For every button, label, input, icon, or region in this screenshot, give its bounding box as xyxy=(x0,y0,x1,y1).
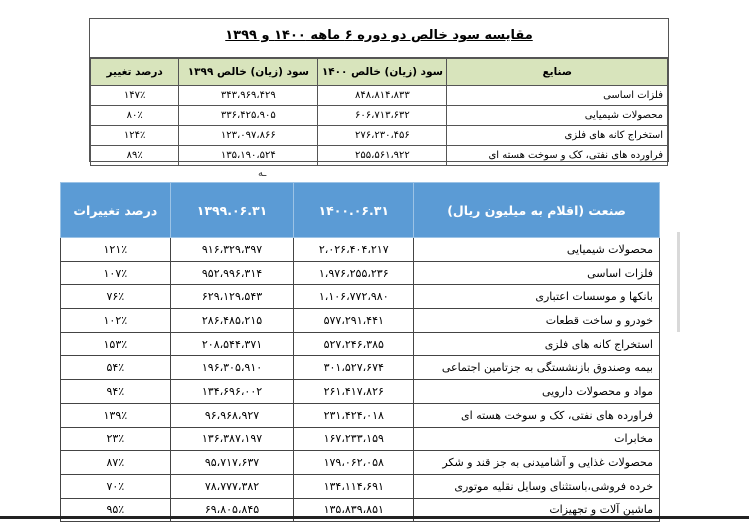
main-header-1400: ۱۴۰۰.۰۶.۳۱ xyxy=(294,183,414,238)
industry-cell: فراورده های نفتی، کک و سوخت هسته ای xyxy=(447,146,668,166)
main-table-grid xyxy=(60,182,660,522)
profit-1400-cell: ۶۰۶،۷۱۳،۶۳۲ xyxy=(318,106,447,126)
value-1400-cell: ۱،۹۷۶،۲۵۵،۲۳۶ xyxy=(294,261,414,285)
change-cell: ۱۳۹٪ xyxy=(61,403,171,427)
value-1400-cell: ۲،۰۲۶،۴۰۴،۲۱۷ xyxy=(294,238,414,262)
top-header-profit-1399: سود (زیان) خالص ۱۳۹۹ xyxy=(179,59,318,86)
table-row xyxy=(91,146,668,166)
industry-cell: فلزات اساسی xyxy=(414,261,660,285)
main-profit-table xyxy=(60,182,660,522)
main-header-industry: صنعت (اقلام به میلیون ریال) xyxy=(414,183,660,238)
change-cell: ۸۰٪ xyxy=(91,106,179,126)
value-1399-cell: ۹۱۶،۳۲۹،۳۹۷ xyxy=(170,238,294,262)
value-1400-cell: ۳۰۱،۵۲۷،۶۷۴ xyxy=(294,356,414,380)
value-1400-cell: ۱۳۴،۱۱۴،۶۹۱ xyxy=(294,474,414,498)
change-cell: ۹۴٪ xyxy=(61,380,171,404)
value-1399-cell: ۲۸۶،۴۸۵،۲۱۵ xyxy=(170,309,294,333)
scrollbar[interactable] xyxy=(677,232,680,332)
table-row xyxy=(91,126,668,146)
top-comparison-table xyxy=(89,18,669,162)
profit-1399-cell: ۳۳۶،۴۲۵،۹۰۵ xyxy=(179,106,318,126)
change-cell: ۲۳٪ xyxy=(61,427,171,451)
value-1399-cell: ۹۵،۷۱۷،۶۳۷ xyxy=(170,451,294,475)
industry-cell: محصولات غذایی و آشامیدنی به جز قند و شکر xyxy=(414,451,660,475)
industry-cell: محصولات شیمیایی xyxy=(447,106,668,126)
table-row xyxy=(61,261,660,285)
profit-1399-cell: ۱۲۳،۰۹۷،۸۶۶ xyxy=(179,126,318,146)
value-1400-cell: ۱۶۷،۲۳۳،۱۵۹ xyxy=(294,427,414,451)
profit-1400-cell: ۸۴۸،۸۱۴،۸۳۳ xyxy=(318,86,447,106)
change-cell: ۱۲۴٪ xyxy=(91,126,179,146)
value-1399-cell: ۹۶،۹۶۸،۹۲۷ xyxy=(170,403,294,427)
change-cell: ۱۵۳٪ xyxy=(61,332,171,356)
change-cell: ۹۵٪ xyxy=(61,498,171,522)
industry-cell: خرده فروشی،باستثنای وسایل نقلیه موتوری xyxy=(414,474,660,498)
bottom-divider xyxy=(0,516,749,519)
table-row xyxy=(61,451,660,475)
industry-cell: مواد و محصولات دارویی xyxy=(414,380,660,404)
value-1399-cell: ۱۹۶،۳۰۵،۹۱۰ xyxy=(170,356,294,380)
profit-1400-cell: ۲۵۵،۵۶۱،۹۲۲ xyxy=(318,146,447,166)
industry-cell: استخراج کانه های فلزی xyxy=(447,126,668,146)
table-row xyxy=(61,309,660,333)
value-1400-cell: ۱۷۹،۰۶۲،۰۵۸ xyxy=(294,451,414,475)
top-header-industry: صنایع xyxy=(447,59,668,86)
change-cell: ۵۴٪ xyxy=(61,356,171,380)
main-header-1399: ۱۳۹۹.۰۶.۳۱ xyxy=(170,183,294,238)
table-row xyxy=(91,86,668,106)
value-1400-cell: ۵۲۷،۲۴۶،۳۸۵ xyxy=(294,332,414,356)
change-cell: ۱۰۷٪ xyxy=(61,261,171,285)
value-1399-cell: ۷۸،۷۷۷،۳۸۲ xyxy=(170,474,294,498)
change-cell: ۱۲۱٪ xyxy=(61,238,171,262)
table-row xyxy=(61,356,660,380)
top-header-change: درصد تغییر xyxy=(91,59,179,86)
change-cell: ۱۰۲٪ xyxy=(61,309,171,333)
value-1399-cell: ۱۳۴،۶۹۶،۰۰۲ xyxy=(170,380,294,404)
top-table-header-row xyxy=(91,59,668,86)
profit-1399-cell: ۳۴۳،۹۶۹،۴۲۹ xyxy=(179,86,318,106)
value-1399-cell: ۶۹،۸۰۵،۸۴۵ xyxy=(170,498,294,522)
change-cell: ۱۴۷٪ xyxy=(91,86,179,106)
change-cell: ۸۹٪ xyxy=(91,146,179,166)
change-cell: ۸۷٪ xyxy=(61,451,171,475)
top-table-grid xyxy=(90,58,668,166)
table-row xyxy=(61,380,660,404)
industry-cell: ماشین آلات و تجهیزات xyxy=(414,498,660,522)
top-table-title: مقایسه سود خالص دو دوره ۶ ماهه ۱۴۰۰ و ۱۳۹۹ xyxy=(90,19,668,58)
value-1399-cell: ۹۵۲،۹۹۶،۳۱۴ xyxy=(170,261,294,285)
table-row xyxy=(61,285,660,309)
table-row xyxy=(91,106,668,126)
handwritten-mark: ـه xyxy=(258,168,267,179)
industry-cell: استخراج کانه های فلزی xyxy=(414,332,660,356)
table-row xyxy=(61,238,660,262)
value-1400-cell: ۱۳۵،۸۳۹،۸۵۱ xyxy=(294,498,414,522)
change-cell: ۷۰٪ xyxy=(61,474,171,498)
industry-cell: فراورده های نفتی، کک و سوخت هسته ای xyxy=(414,403,660,427)
top-header-profit-1400: سود (زیان) خالص ۱۴۰۰ xyxy=(318,59,447,86)
industry-cell: بیمه وصندوق بازنشستگی به جزتامین اجتماعی xyxy=(414,356,660,380)
value-1399-cell: ۱۳۶،۳۸۷،۱۹۷ xyxy=(170,427,294,451)
value-1400-cell: ۲۶۱،۴۱۷،۸۲۶ xyxy=(294,380,414,404)
value-1400-cell: ۲۳۱،۴۲۴،۰۱۸ xyxy=(294,403,414,427)
table-row xyxy=(61,403,660,427)
main-header-change: درصد تغییرات xyxy=(61,183,171,238)
industry-cell: خودرو و ساخت قطعات xyxy=(414,309,660,333)
profit-1400-cell: ۲۷۶،۲۳۰،۴۵۶ xyxy=(318,126,447,146)
value-1399-cell: ۶۲۹،۱۲۹،۵۴۳ xyxy=(170,285,294,309)
change-cell: ۷۶٪ xyxy=(61,285,171,309)
industry-cell: محصولات شیمیایی xyxy=(414,238,660,262)
table-row xyxy=(61,427,660,451)
value-1400-cell: ۵۷۷،۲۹۱،۴۴۱ xyxy=(294,309,414,333)
table-row xyxy=(61,474,660,498)
value-1399-cell: ۲۰۸،۵۴۴،۳۷۱ xyxy=(170,332,294,356)
table-row xyxy=(61,332,660,356)
main-table-header-row xyxy=(61,183,660,238)
profit-1399-cell: ۱۳۵،۱۹۰،۵۲۴ xyxy=(179,146,318,166)
industry-cell: بانکها و موسسات اعتباری xyxy=(414,285,660,309)
industry-cell: مخابرات xyxy=(414,427,660,451)
industry-cell: فلزات اساسی xyxy=(447,86,668,106)
value-1400-cell: ۱،۱۰۶،۷۷۲،۹۸۰ xyxy=(294,285,414,309)
